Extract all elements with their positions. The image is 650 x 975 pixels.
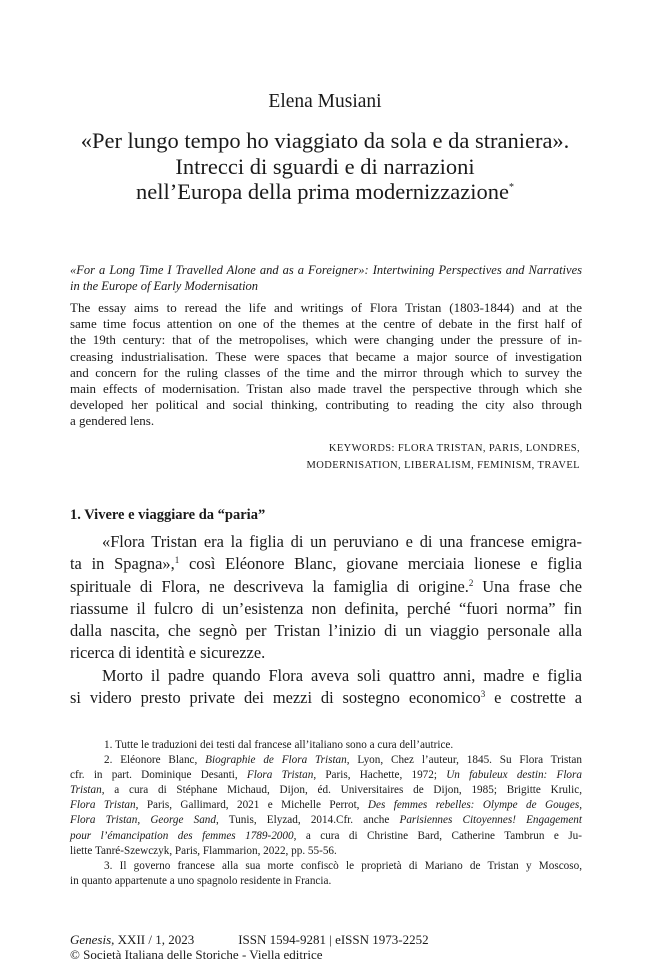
body-line: si videro presto private dei mezzi di sostegno economico$^3$ e costrette a (70, 688, 582, 708)
abstract-line: same time focus attention on one of the themes at the centre of debate in the first half of (70, 316, 582, 332)
body-line: «Flora Tristan era la figlia di un peruviano e di una francese emigra- (102, 532, 582, 551)
abstract-line: the 19th century: that of the metropolises, which were changing under the pressure of in- (70, 332, 582, 348)
body-line: ta in Spagna»,$^1$ così Eléonore Blanc, giovane merciaia lionese e figlia (70, 554, 582, 574)
abstract-line: creasing industrialisation. These were spaces that became a major source of investigation (70, 348, 582, 364)
body-line: dalla nascita, che segnò per Tristan l’inizio di un viaggio personale alla (70, 621, 582, 641)
abstract-line: The essay aims to reread the life and writings of Flora Tristan (1803-1844) and at the (70, 300, 582, 315)
english-title: «For a Long Time I Travelled Alone and as a Foreigner»: Intertwining Perspectives and Narratives in the Europe of Early Modernisation (70, 263, 582, 293)
publisher-line: © Società Italiana delle Storiche - Viella editrice (70, 947, 323, 962)
title-footnote-mark: * (508, 182, 514, 193)
abstract-line: a gendered lens. (70, 413, 155, 429)
body-line: ricerca di identità e sicurezze. (70, 643, 266, 663)
footnote-ref[interactable]: 2 (468, 577, 474, 588)
body-text (70, 531, 582, 709)
footnote-2-line: liette Tanré-Szewczyk, Paris, Flammarion, 2022, pp. 55-56. (70, 844, 337, 857)
abstract-line: and concern for the ruling classes of the time and the mirror through which to survey the (70, 364, 582, 380)
footnotes (70, 738, 582, 889)
abstract-line: developed her political and social thinking, contributing to reading the city also through (70, 397, 582, 413)
footnote-2-line: Flora Tristan, Paris, Gallimard, 2021 e Michelle Perrot, Des femmes rebelles: Olympe de Gouges, (70, 799, 582, 812)
section-heading: 1. Vivere e viaggiare da “paria” (70, 507, 266, 523)
title-line-1: «Per lungo tempo ho viaggiato da sola e da straniera». (80, 128, 570, 153)
footnote-ref[interactable]: 3 (480, 689, 486, 700)
footnote-2-line: Flora Tristan, George Sand, Tunis, Elyzad, 2014.Cfr. anche Parisiennes Citoyennes! Engagement (70, 814, 583, 827)
footnote-1: 1. Tutte le traduzioni dei testi dal francese all’italiano sono a cura dell’autrice. (104, 739, 454, 751)
journal-issue: , XXII / 1, 2023 (111, 932, 195, 947)
keywords-line: MODERNISATION, LIBERALISM, FEMINISM, TRAVEL (306, 460, 580, 471)
footnote-2-line: Tristan, a cura di Stéphane Michaud, Dijon, éd. Universitaires de Dijon, 1985; Brigitte Krulic, (70, 784, 582, 797)
title-line-2: Intrecci di sguardi e di narrazioni (175, 153, 475, 179)
author-name: Elena Musiani (268, 91, 382, 112)
footnote-2-line: 2. Eléonore Blanc, Biographie de Flora Tristan, Lyon, Chez l’auteur, 1845. Su Flora Tristan (104, 754, 582, 767)
footnote-3-line: in quanto appartenute a uno spagnolo residente in Francia. (70, 874, 332, 887)
title-line-3: nell’Europa della prima modernizzazione* (136, 179, 514, 204)
footnote-2-line: pour l’émancipation des femmes 1789-2000, a cura di Christine Bard, Catherine Tambrun e Ju- (70, 829, 582, 842)
footnote-3-line: 3. Il governo francese alla sua morte confiscò le proprietà di Mariano de Tristan y Moscoso, (104, 859, 582, 872)
keywords-line: KEYWORDS: FLORA TRISTAN, PARIS, LONDRES, (328, 443, 580, 454)
body-line: Morto il padre quando Flora aveva soli quattro anni, madre e figlia (102, 665, 582, 685)
abstract-line: main effects of modernisation. Tristan also made travel the perspective through which she (70, 381, 582, 397)
issn: ISSN 1594-9281 | eISSN 1973-2252 (238, 932, 429, 947)
body-line: riassume il fulcro di un’esistenza non definita, perché “fuori norma” fin (70, 598, 582, 618)
article-title (40, 128, 610, 205)
journal-name: Genesis (70, 932, 112, 947)
keywords (280, 440, 580, 474)
abstract (70, 300, 582, 430)
footnote-2-line: cfr. in part. Dominique Desanti, Flora Tristan, Paris, Hachette, 1972; Un fabuleux destin: Flora (70, 769, 582, 782)
footnote-ref[interactable]: 1 (174, 555, 180, 566)
body-line: spirituale di Flora, ne descriveva la famiglia di origine.$^2$ Una frase che (70, 576, 582, 596)
page-footer (70, 932, 582, 962)
